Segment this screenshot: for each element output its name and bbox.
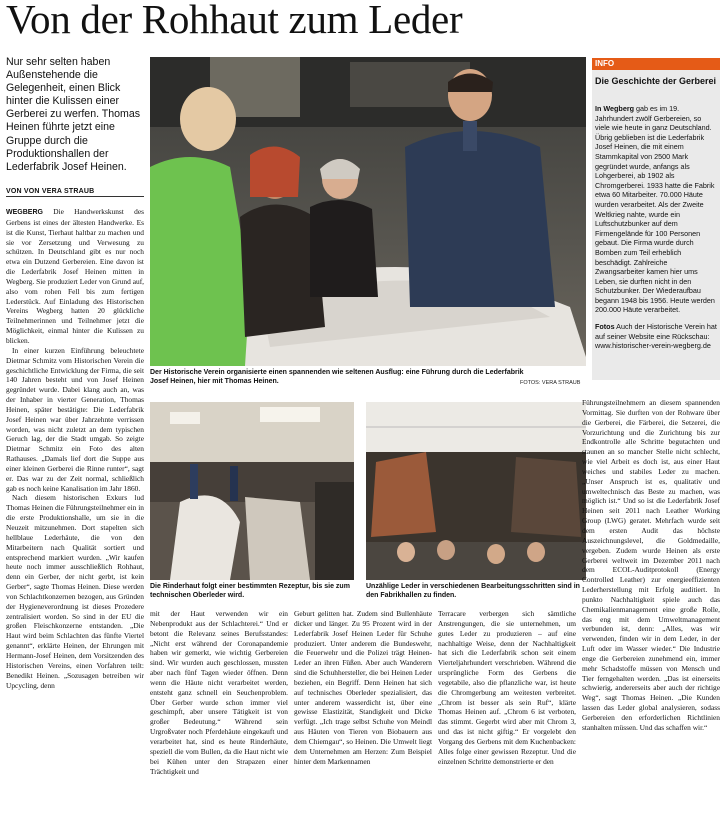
headline: Von der Rohhaut zum Leder [6, 0, 463, 42]
byline: VON VON VERA STRAUB [6, 188, 144, 197]
dateline-location: WEGBERG [6, 209, 43, 216]
rawhide-photo-image [150, 402, 354, 580]
byline-author: VON VERA STRAUB [23, 188, 95, 195]
factory-hall-photo-caption: Unzählige Leder in verschiedenen Bearbeitungsschritten sind in den Fabrikhallen zu finden. [366, 583, 580, 599]
paragraph [6, 207, 144, 346]
info-photos-label: Fotos [595, 322, 615, 332]
article-column-1 [6, 207, 144, 819]
lead-paragraph: Nur sehr selten haben Außenstehende die Gelegenheit, einen Blick hinter die Kulissen einer Gerberei zu werfen. Thomas Heinen führte jetzt eine Gruppe durch die Produktionshallen der Lederfabrik Josef Heinen. [6, 56, 141, 173]
info-location: In Wegberg [595, 104, 635, 113]
photo-credit: FOTOS: VERA STRAUB [520, 380, 581, 386]
factory-hall-photo [366, 402, 586, 580]
article-column-5 [582, 398, 720, 819]
info-body [595, 104, 717, 358]
main-photo [150, 57, 586, 366]
info-title: Die Geschichte der Gerberei [595, 76, 717, 86]
article-column-3 [294, 609, 432, 819]
paragraph: mit der Haut verwenden wir ein Nebenprodukt aus der Schlachterei.“ Und er betont die Relevanz seines Berufsstandes: „Nicht erst während der Coronapandemie haben wir gemerkt, wie wichtig Gerbereien sind. Wir wurden auch geschlossen, mussten aber nach fünf Tagen wieder öffnen. Denn wenn die Häute nicht verarbeitet werden, entsteht ganz schnell ein Seuchenproblem. Über Gerber wurde schon immer viel geschimpft, aber unsere Tätigkeit ist von großer Bedeutung.“ Während sein Urgroßvater noch Pferdehäute eingekauft und verarbeitet hat, sind es heute Rinderhäute, speziell die vom Bullen, da die Haut nicht wie bei Kühen unter den Strapazen einer Trächtigkeit und [150, 609, 288, 776]
info-text: Auch der Historische Verein hat auf seiner Website eine Rückschau: www.historischer-verein-wegberg.de [595, 322, 717, 351]
info-tag: INFO [592, 58, 720, 70]
rawhide-photo-caption: Die Rinderhaut folgt einer bestimmten Rezeptur, bis sie zum technischen Oberleder wird. [150, 583, 350, 599]
paragraph: In einer kurzen Einführung beleuchtete Dietmar Schmitz vom Historischen Verein die geschichtliche Entwicklung der Firma, die seit 140 Jahren besteht und von Josef Heinen gegründet wurde. Dabei klang auch an, was der Inhaber in vierter Generation, Thomas Heinen, später bestätigte: Die Lederfabrik Josef Heinen war über Jahrzehnte verrissen worden, was nicht zuletzt an dem typischen Geruch lag, der die Stadt umgab. So zeigte Dietmar Schmitz ein Foto des alten Rathauses. „Damals lief dort die Suppe aus einer kleinen Gerberei die Rinne runter“, sagt er. Das war zu der Zeit normal, schließlich gab es noch keine Kanalisation im Jahr 1860. [6, 345, 144, 493]
info-text: gab es im 19. Jahrhundert zwölf Gerbereien, so viele wie heute in ganz Deutschland. Übrig geblieben ist die Lederfabrik Josef Heinen, die mit einem Stammkapital von 2500 Mark gegründet wurde, anfangs als Lohgerberei, ab 1902 als Chromgerberei. 1933 hatte die Fabrik etwa 60 Mitarbeiter. 70.000 Häute wurden verarbeitet. Als der Zweite Weltkrieg nahte, wurde ein Luftschutzbunker auf dem Firmengelände für 100 Personen gebaut. Die Firma wurde durch Bomben zum Teil erheblich beschädigt. Zahlreiche Zwangsarbeiter kamen hier ums Leben, sie durften nicht in den Schutzbunker. Der Wiederaufbau begann 1948 bis 1956. Heute werden 200.000 Häute verarbeitet. [595, 104, 715, 315]
paragraph-text: Die Handwerkskunst des Gerbens ist eines der ältesten Handwerke. Es ist die Kunst, Tierhaut haltbar zu machen und sie vor Zersetzung und Verwesung zu schützen. In Deutschland gibt es nur noch etwa ein Dutzend Gerbereien. Eine davon ist die Lederfabrik Josef Heinen mitten in Wegberg. Sie produziert Leder von Grund auf, also vom rohen Fell bis zum fertigen Lederstück. Auf Einladung des Historischen Vereins Wegberg hatten 20 glückliche Teilnehmerinnen und Teilnehmer jetzt die Möglichkeit, einmal hinter die Kulissen zu blicken. [6, 207, 144, 345]
rawhide-photo [150, 402, 354, 580]
paragraph: Führungsteilnehmern an diesem spannenden Vormittag. Sie durften von der Rohware über die Gerberei, die Färberei, die Setzerei, die Vorzurichtung und die Zurichtung bis zur Endkontrolle alle Schritte begutachten und staunen an so mancher Stelle nicht schlecht, wie viel Arbeit es doch ist, aus einer Haut weiches und stabiles Leder zu machen. „Unser Anspruch ist es, qualitativ und umweltechnisch das Beste zu machen, was möglich ist.“ Und so ist die Lederfabrik Josef Heinen seit 2011 nach Leather Working Group (LWG) geratet. Mehrfach wurde seit dem ersten Audit das höchste Auszeichnungslevel, die Goldmedaille, vergeben. Zudem wurde Heinen als erste Gerberei weltweit im Dezember 2011 nach dem ECOL-Auditprotokoll (Energy Controlled Leather) zur energieeffizienten Lederherstellung mit Erfolg auditiert. In punkto Nachhaltigkeit spiele auch das Chemikalienmanagement eine große Rolle, das eng mit dem Umweltmanagement verbunden ist, denn: „Alles, was wir verwenden, finden wir in dem Leder, in der Luft oder im Wasser wieder.“ Die Industrie enge die Gerbereien zunehmend ein, immer mehr Schadstoffe müssen von Mensch und Tier ferngehalten werden. „Das ist einerseits schwierig, andererseits aber auch der richtige Weg“, sagt Thomas Heinen. „Die Kunden lassen das Leder global analysieren, sodass Gerbereien den erforderlichen Richtlinien stanhalten müssen. Und das schaffen wir.“ [582, 398, 720, 732]
paragraph: Geburt gelitten hat. Zudem sind Bullenhäute dicker und länger. Zu 95 Prozent wird in der Lederfabrik Josef Heinen Leder für Schuhe produziert. Unter anderem die Bundeswehr, die Feuerwehr und die Polizei trägt Heinen-Leder an ihren Füßen. Aber auch Wanderern sind die Schuhhersteller, die bei Heinen Leder beziehen, ein Begriff. Denn Heinen hat sich auf technisches Oberleder spezialisiert, das unter anderem wasserdicht ist, über eine gewisse Elastizität, Standigkeit und Dicke verfügt. „Ich trage selbst Schuhe von Meindl aus Häuten von Tieren von Biobauern aus dem Chiemgau“, so Heinen. Die Umwelt liegt dem Unternehmen am Herzen: Zum Beispiel hinter dem Markennamen [294, 609, 432, 766]
paragraph: Nach diesem historischen Exkurs lud Thomas Heinen die Führungsteilnehmer ein in die erste Produktionshalle, um sie in die Neuzeit mitzunehmen. Dort stapelten sich hellblaue Lederhäute, die von den Mitarbeitern nach Qualität sortiert und entsprechend markiert wurden. „Wir kaufen heute noch immer ausschließlich Rohhaut, denn ein Gerber, der nicht gerbt, ist kein Gerber“, sagte Thomas Heinen. Diese werden von Schlachtkonzernen bezogen, aus Gründen der Hygieneverordnung ist dieses Prozedere zentralisiert worden. So sind in der EU die großen Fleischkonzerne entstanden. „Die Haut wird beim Schlachten das fünfte Viertel genannt“, erklärte Heinen, der Ehrungen mit Hermann-Josef Heinen, dem Vorsitzenden des Historischen Vereins, einen Vorfahren teilt: Benedikt Heinen. „Sozusagen betreiben wir Upcycling, denn [6, 493, 144, 690]
info-paragraph [595, 322, 717, 351]
article-column-2 [150, 609, 288, 819]
info-paragraph [595, 104, 717, 315]
article-column-4 [438, 609, 576, 819]
main-photo-caption: Der Historische Verein organisierte einen spannenden wie seltenen Ausflug: eine Führung durch die Lederfabrik Josef Heinen, hier mit Thomas Heinen. [150, 369, 524, 385]
tour-group-photo [150, 57, 586, 366]
factory-hall-photo-image [366, 402, 586, 580]
paragraph: Terracare verbergen sich sämtliche Anstrengungen, die sie unternehmen, um gutes Leder zu produzieren – auf eine nachhaltige Weise, denn der Nachhaltigkeit hat sich die Lederfabrik schon seit einem Vierteljahrhundert verschrieben. Während die ursprüngliche Form des Gerbens die vegetabile, also die pflanzliche war, ist heute die Chromgerbung am weitesten verbreitet. „Chrom ist besser als sein Ruf“, klärte Thomas Heinen auf. „Chrom 6 ist verboten, das stimmt. Gegerbt wird aber mit Chrom 3, und das ist nicht giftig.“ Er vorgelebt den Vorgang des Gerbens mit dem Kuchenbacken: Alles folge einer gewissen Rezeptur. Und die einzelnen Schritte demonstrierte er den [438, 609, 576, 766]
